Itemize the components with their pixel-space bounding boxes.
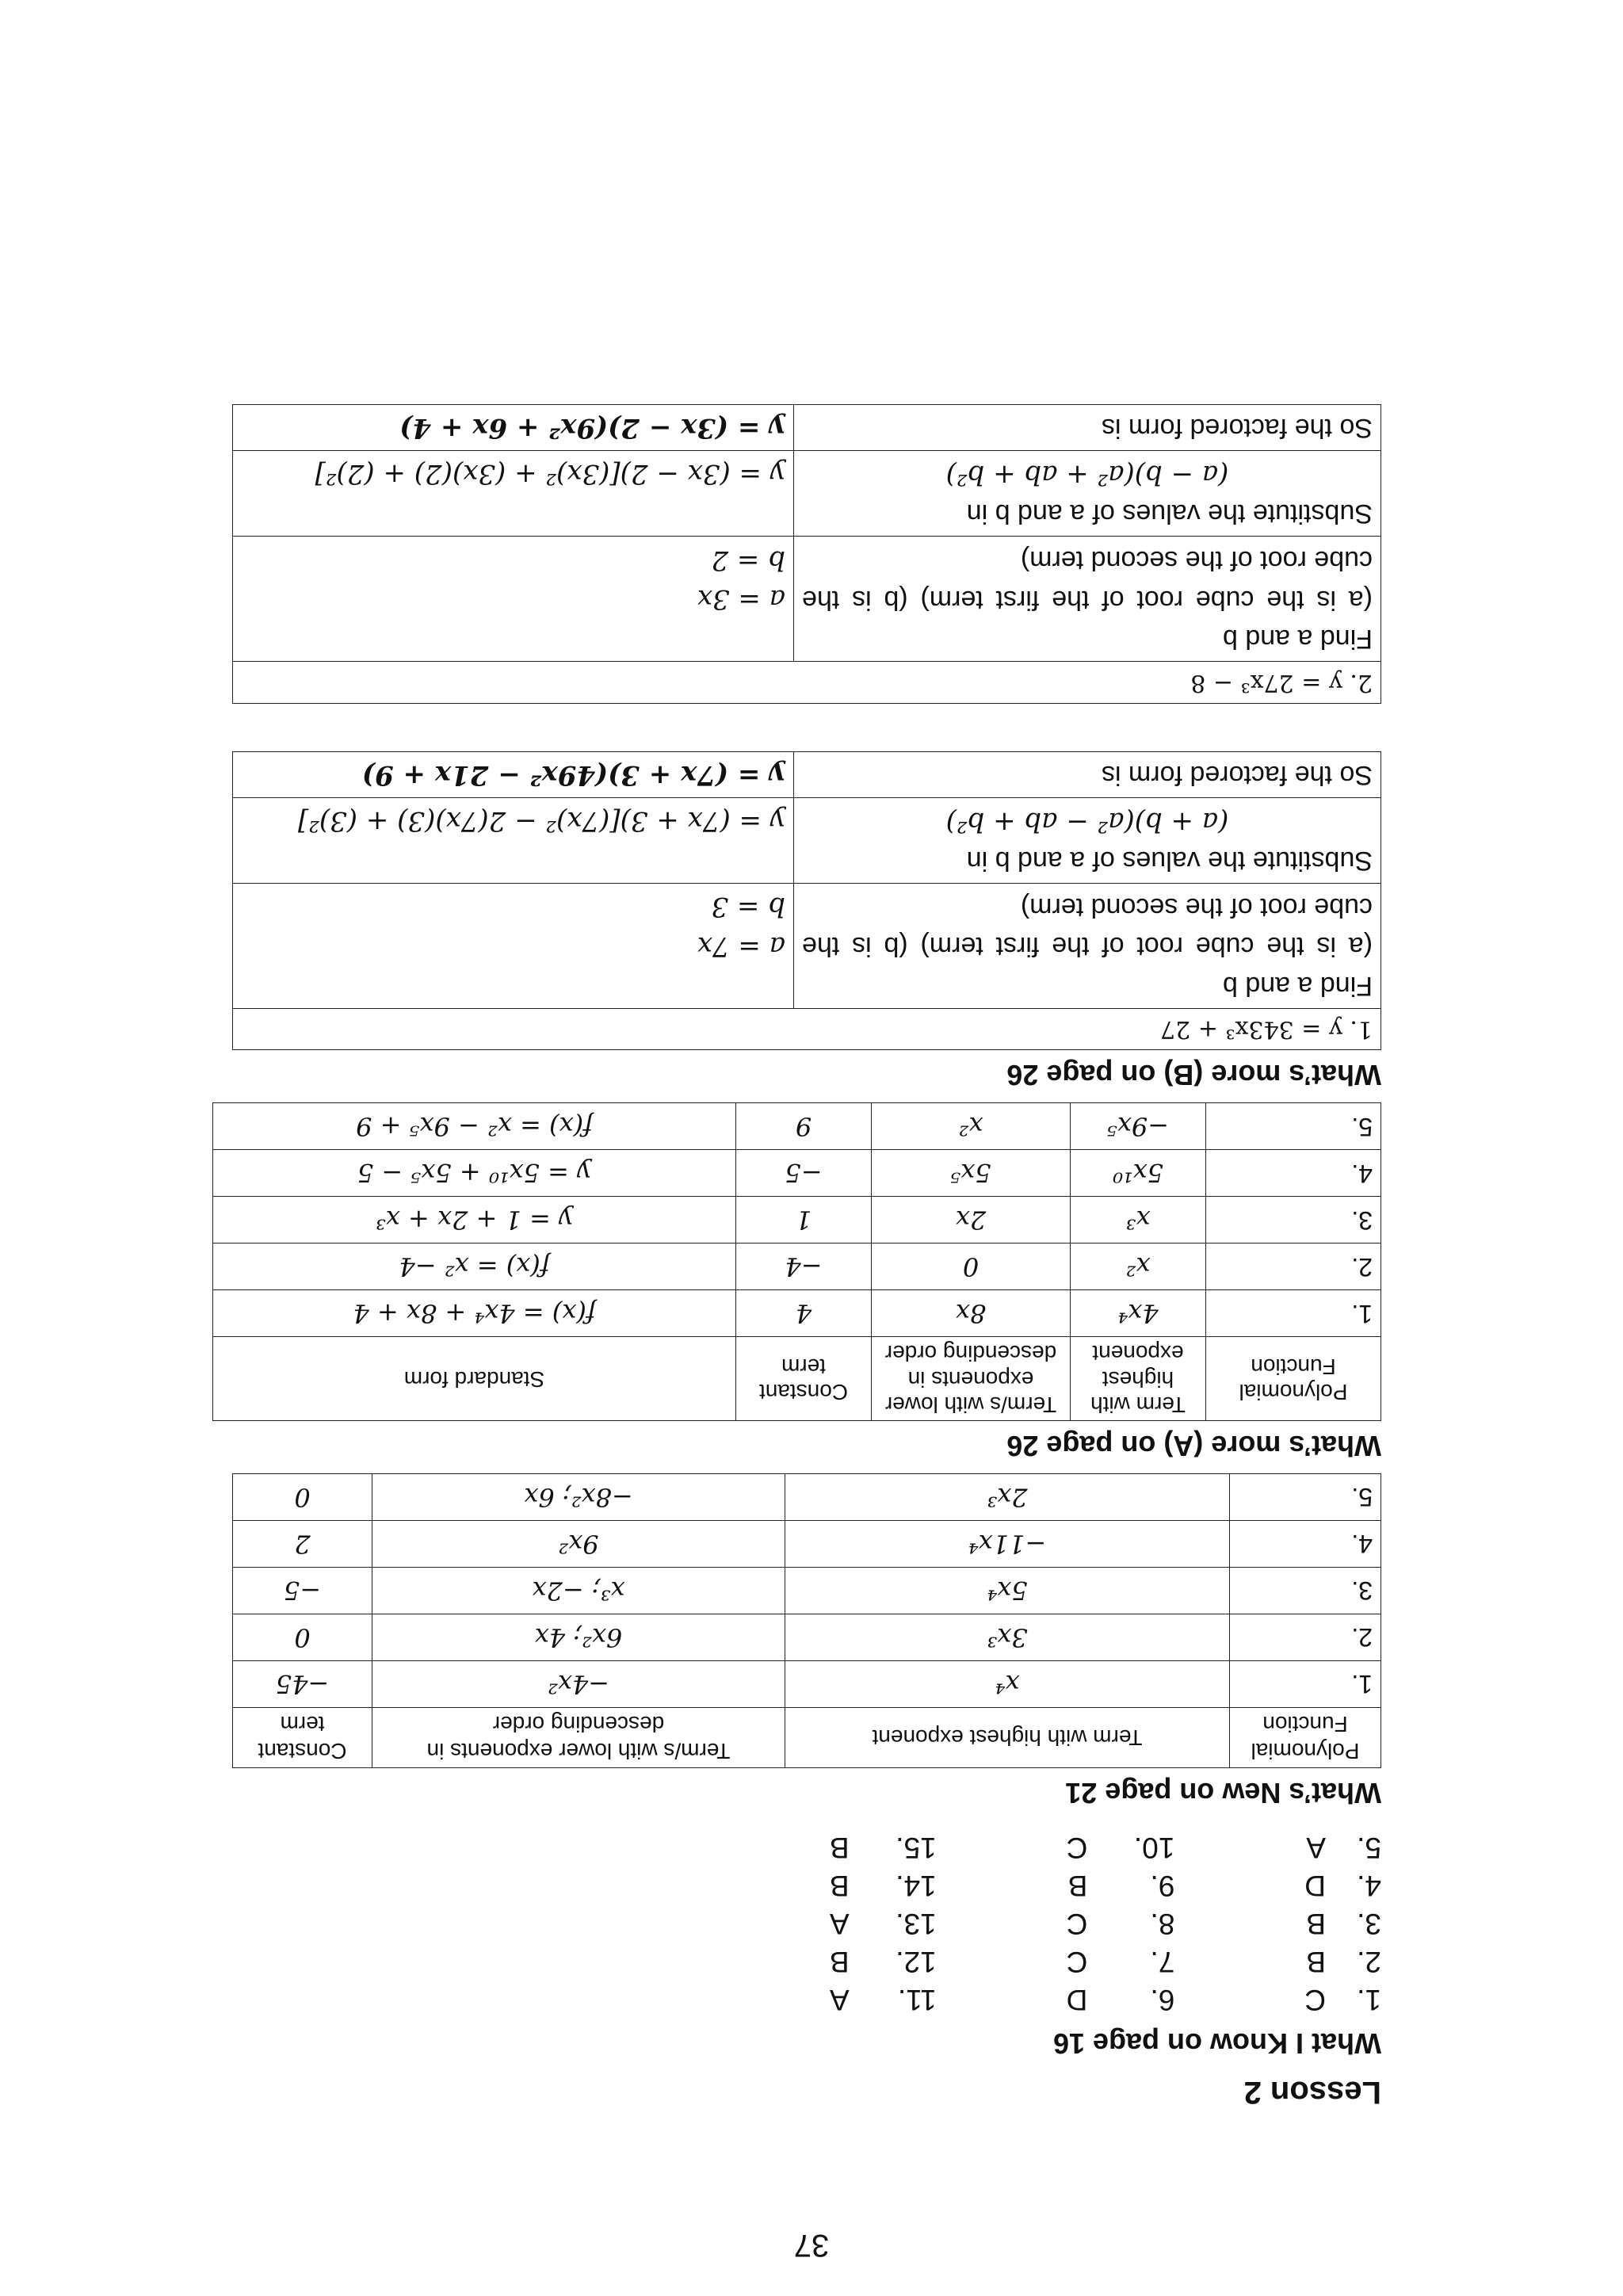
table-row: [233, 797, 1381, 883]
answer-item: 15. B: [829, 1832, 937, 1864]
table-row: [233, 537, 1381, 662]
lesson-title: Lesson 2: [1243, 2075, 1381, 2110]
what-i-know-title: What I Know on page 16: [1052, 2027, 1381, 2060]
substitute-label: Substitute the values of a and b in: [966, 499, 1373, 529]
page-number: 37: [793, 2228, 830, 2263]
table-row: 3. x³ 2x 1 y = 1 + 2x + x³: [213, 1197, 1381, 1244]
table-row: [233, 404, 1381, 450]
table-row: 2. y = 27x³ − 8: [233, 662, 1381, 704]
table-row: 2. x² 0 −4 f(x) = x² −4: [213, 1244, 1381, 1290]
answer-item: 2. B: [1306, 1946, 1381, 1978]
table-row: [233, 751, 1381, 797]
find-label: Find a and b: [1222, 970, 1373, 1001]
whats-more-a-table: [212, 1102, 1381, 1421]
table-row: [233, 884, 1381, 1009]
answer-item: 4. D: [1304, 1870, 1381, 1902]
table-row: 4. 5x¹⁰ 5x⁵ −5 y = 5x¹⁰ + 5x⁵ − 5: [213, 1150, 1381, 1197]
a-value: a = 7x: [697, 930, 785, 962]
find-text: (a is the cube root of the first term) (b is the cube root of the second term): [802, 545, 1373, 615]
page-content: [232, 357, 1381, 2110]
table-row: 1. y = 343x³ + 27: [233, 1008, 1381, 1050]
answer-item: 5. A: [1306, 1832, 1381, 1864]
whats-new-title: What’s New on page 21: [1065, 1777, 1381, 1809]
whats-new-table: [232, 1473, 1381, 1768]
answer-key: [811, 1828, 1381, 2019]
factored-label: So the factored form is: [794, 404, 1381, 450]
table-row: [233, 451, 1381, 537]
answer-item: 3. B: [1306, 1908, 1381, 1940]
substitute-label: Substitute the values of a and b in: [966, 846, 1373, 877]
answer-item: 1. C: [1304, 1984, 1381, 2016]
formula: (a − b)(a² + ab + b²): [945, 459, 1229, 491]
factored-label: So the factored form is: [794, 751, 1381, 797]
substitution: y = (7x + 3)[(7x)² − 2(7x)(3) + (3)²]: [297, 805, 785, 838]
substitution: y = (3x − 2)[(3x)² + (3x)(2) + (2)²]: [315, 458, 785, 491]
answer-item: 10. C: [1066, 1832, 1175, 1864]
whats-more-a-title: What’s more (A) on page 26: [1006, 1429, 1381, 1462]
factoring-table-1: [232, 751, 1381, 1051]
a-value: a = 3x: [697, 583, 785, 616]
table-header-row: Polynomial Function Term with highest exponent Term/s with lower exponents in descending order Constant term: [233, 1707, 1381, 1767]
find-label: Find a and b: [1222, 624, 1373, 655]
find-text: (a is the cube root of the first term) (b is the cube root of the second term): [802, 892, 1373, 962]
table-header-row: Polynomial Function Term with highest exponent Term/s with lower exponents in descending order Constant term Standard form: [213, 1337, 1381, 1421]
table-row: 2. 3x³ 6x²; 4x 0: [233, 1614, 1381, 1660]
answer-item: 14. B: [829, 1870, 937, 1902]
answer-item: 8. C: [1066, 1908, 1175, 1940]
factoring-table-2: [232, 404, 1381, 704]
answer-item: 7. C: [1066, 1946, 1175, 1978]
factored-result: y = (7x + 3)(49x² − 21x + 9): [233, 751, 794, 797]
factored-result: y = (3x − 2)(9x² + 6x + 4): [233, 404, 794, 450]
table-row: 1. x⁴ −4x² −45: [233, 1660, 1381, 1707]
table-row: 1. 4x⁴ 8x 4 f(x) = 4x⁴ + 8x + 4: [213, 1290, 1381, 1337]
answer-item: 13. A: [829, 1908, 937, 1940]
answer-item: 9. B: [1067, 1870, 1175, 1902]
formula: (a + b)(a² − ab + b²): [945, 805, 1229, 838]
table-row: 3. 5x⁴ x³; −2x −5: [233, 1567, 1381, 1614]
table-row: 5. 2x³ −8x²; 6x 0: [233, 1473, 1381, 1520]
b-value: b = 2: [711, 544, 785, 576]
table-row: 5. −9x⁵ x² 9 f(x) = x² − 9x⁵ + 9: [213, 1103, 1381, 1150]
table-row: 4. −11x⁴ 9x² 2: [233, 1520, 1381, 1567]
b-value: b = 3: [711, 891, 785, 923]
answer-item: 6. D: [1066, 1984, 1175, 2016]
whats-more-b-title: What’s more (B) on page 26: [1006, 1059, 1381, 1092]
answer-item: 12. B: [829, 1946, 937, 1978]
answer-item: 11. A: [829, 1984, 937, 2016]
